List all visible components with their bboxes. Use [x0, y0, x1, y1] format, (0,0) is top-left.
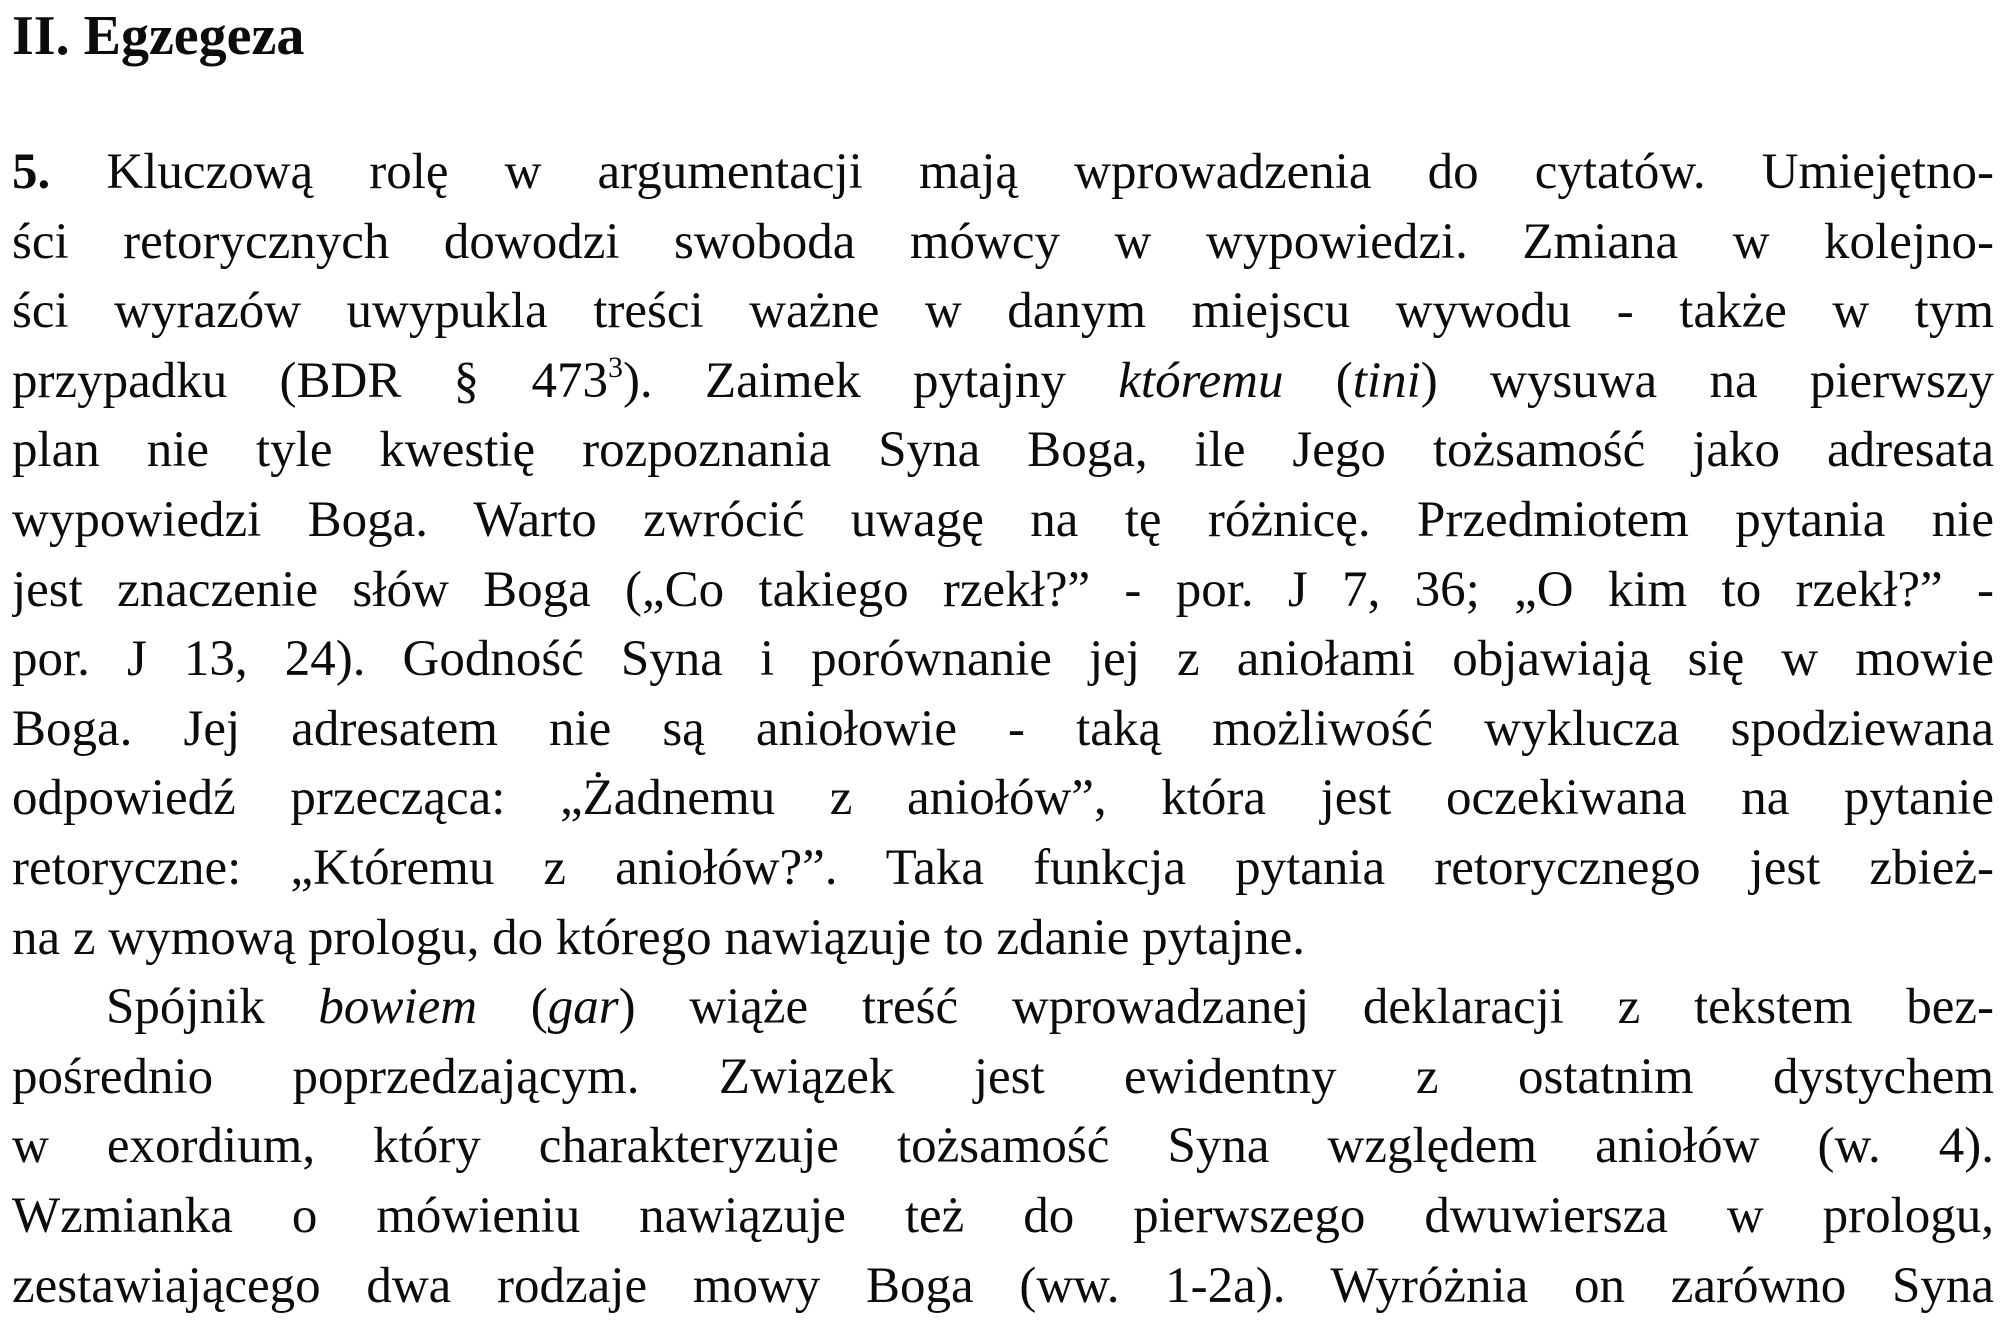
italic-term: któremu — [1118, 353, 1283, 409]
line-text: Wzmianka o mówieniu nawiązuje też do pierwszego dwuwiersza w prologu, — [12, 1188, 1994, 1244]
text-line — [12, 764, 1994, 834]
text-body — [12, 138, 1994, 1321]
section-heading: II. Egzegeza — [12, 4, 304, 68]
book-page — [12, 0, 1996, 1313]
line-text: wypowiedzi Boga. Warto zwrócić uwagę na tę różnicę. Przedmiotem pytania nie — [12, 492, 1994, 548]
paragraph-number: 5. — [12, 144, 50, 200]
footnote-superscript: 3 — [608, 351, 623, 384]
text-line — [12, 625, 1994, 695]
italic-term: gar — [548, 979, 619, 1035]
text-line — [12, 834, 1994, 904]
text-line — [12, 1043, 1994, 1113]
text-line — [12, 138, 1994, 208]
line-text: pośrednio poprzedzającym. Związek jest ewidentny z ostatnim dystychem — [12, 1049, 1994, 1105]
line-text: plan nie tyle kwestię rozpoznania Syna Boga, ile Jego tożsamość jako adresata — [12, 422, 1994, 478]
italic-term: tini — [1353, 353, 1421, 409]
text-line — [12, 486, 1994, 556]
line-text: Spójnik — [106, 979, 318, 1035]
line-text: ( — [477, 979, 548, 1035]
line-text: ) wiąże treść wprowadzanej deklaracji z tekstem bez- — [619, 979, 1994, 1035]
text-line — [12, 695, 1994, 765]
text-line — [12, 1252, 1994, 1321]
italic-term: bowiem — [318, 979, 477, 1035]
line-text: ). Zaimek pytajny — [623, 353, 1118, 409]
text-line — [12, 1112, 1994, 1182]
text-line — [12, 347, 1994, 417]
line-text: ) wysuwa na pierwszy — [1421, 353, 1994, 409]
text-line — [12, 973, 1994, 1043]
line-text: ści retorycznych dowodzi swoboda mówcy w wypowiedzi. Zmiana w kolejno- — [12, 214, 1994, 270]
line-text: ści wyrazów uwypukla treści ważne w danym miejscu wywodu - także w tym — [12, 283, 1994, 339]
line-text: Boga. Jej adresatem nie są aniołowie - taką możliwość wyklucza spodziewana — [12, 701, 1994, 757]
line-text: por. J 13, 24). Godność Syna i porównanie jej z aniołami objawiają się w mowie — [12, 631, 1994, 687]
line-text: ( — [1284, 353, 1353, 409]
line-text: odpowiedź przecząca: „Żadnemu z aniołów”, która jest oczekiwana na pytanie — [12, 770, 1994, 826]
text-line — [12, 208, 1994, 278]
text-line — [12, 556, 1994, 626]
text-line — [12, 1182, 1994, 1252]
line-text: Kluczową rolę w argumentacji mają wprowadzenia do cytatów. Umiejętno- — [106, 144, 1994, 200]
text-line — [12, 416, 1994, 486]
line-text: na z wymową prologu, do którego nawiązuje to zdanie pytajne. — [12, 910, 1305, 966]
text-line — [12, 904, 1994, 974]
line-text: przypadku (BDR § 473 — [12, 353, 608, 409]
line-text: zestawiającego dwa rodzaje mowy Boga (ww. 1-2a). Wyróżnia on zarówno Syna — [12, 1258, 1994, 1314]
line-text: retoryczne: „Któremu z aniołów?”. Taka funkcja pytania retorycznego jest zbież- — [12, 840, 1994, 896]
line-text: jest znaczenie słów Boga („Co takiego rzekł?” - por. J 7, 36; „O kim to rzekł?” - — [12, 562, 1994, 618]
line-text: w exordium, który charakteryzuje tożsamość Syna względem aniołów (w. 4). — [12, 1118, 1994, 1174]
text-line — [12, 277, 1994, 347]
